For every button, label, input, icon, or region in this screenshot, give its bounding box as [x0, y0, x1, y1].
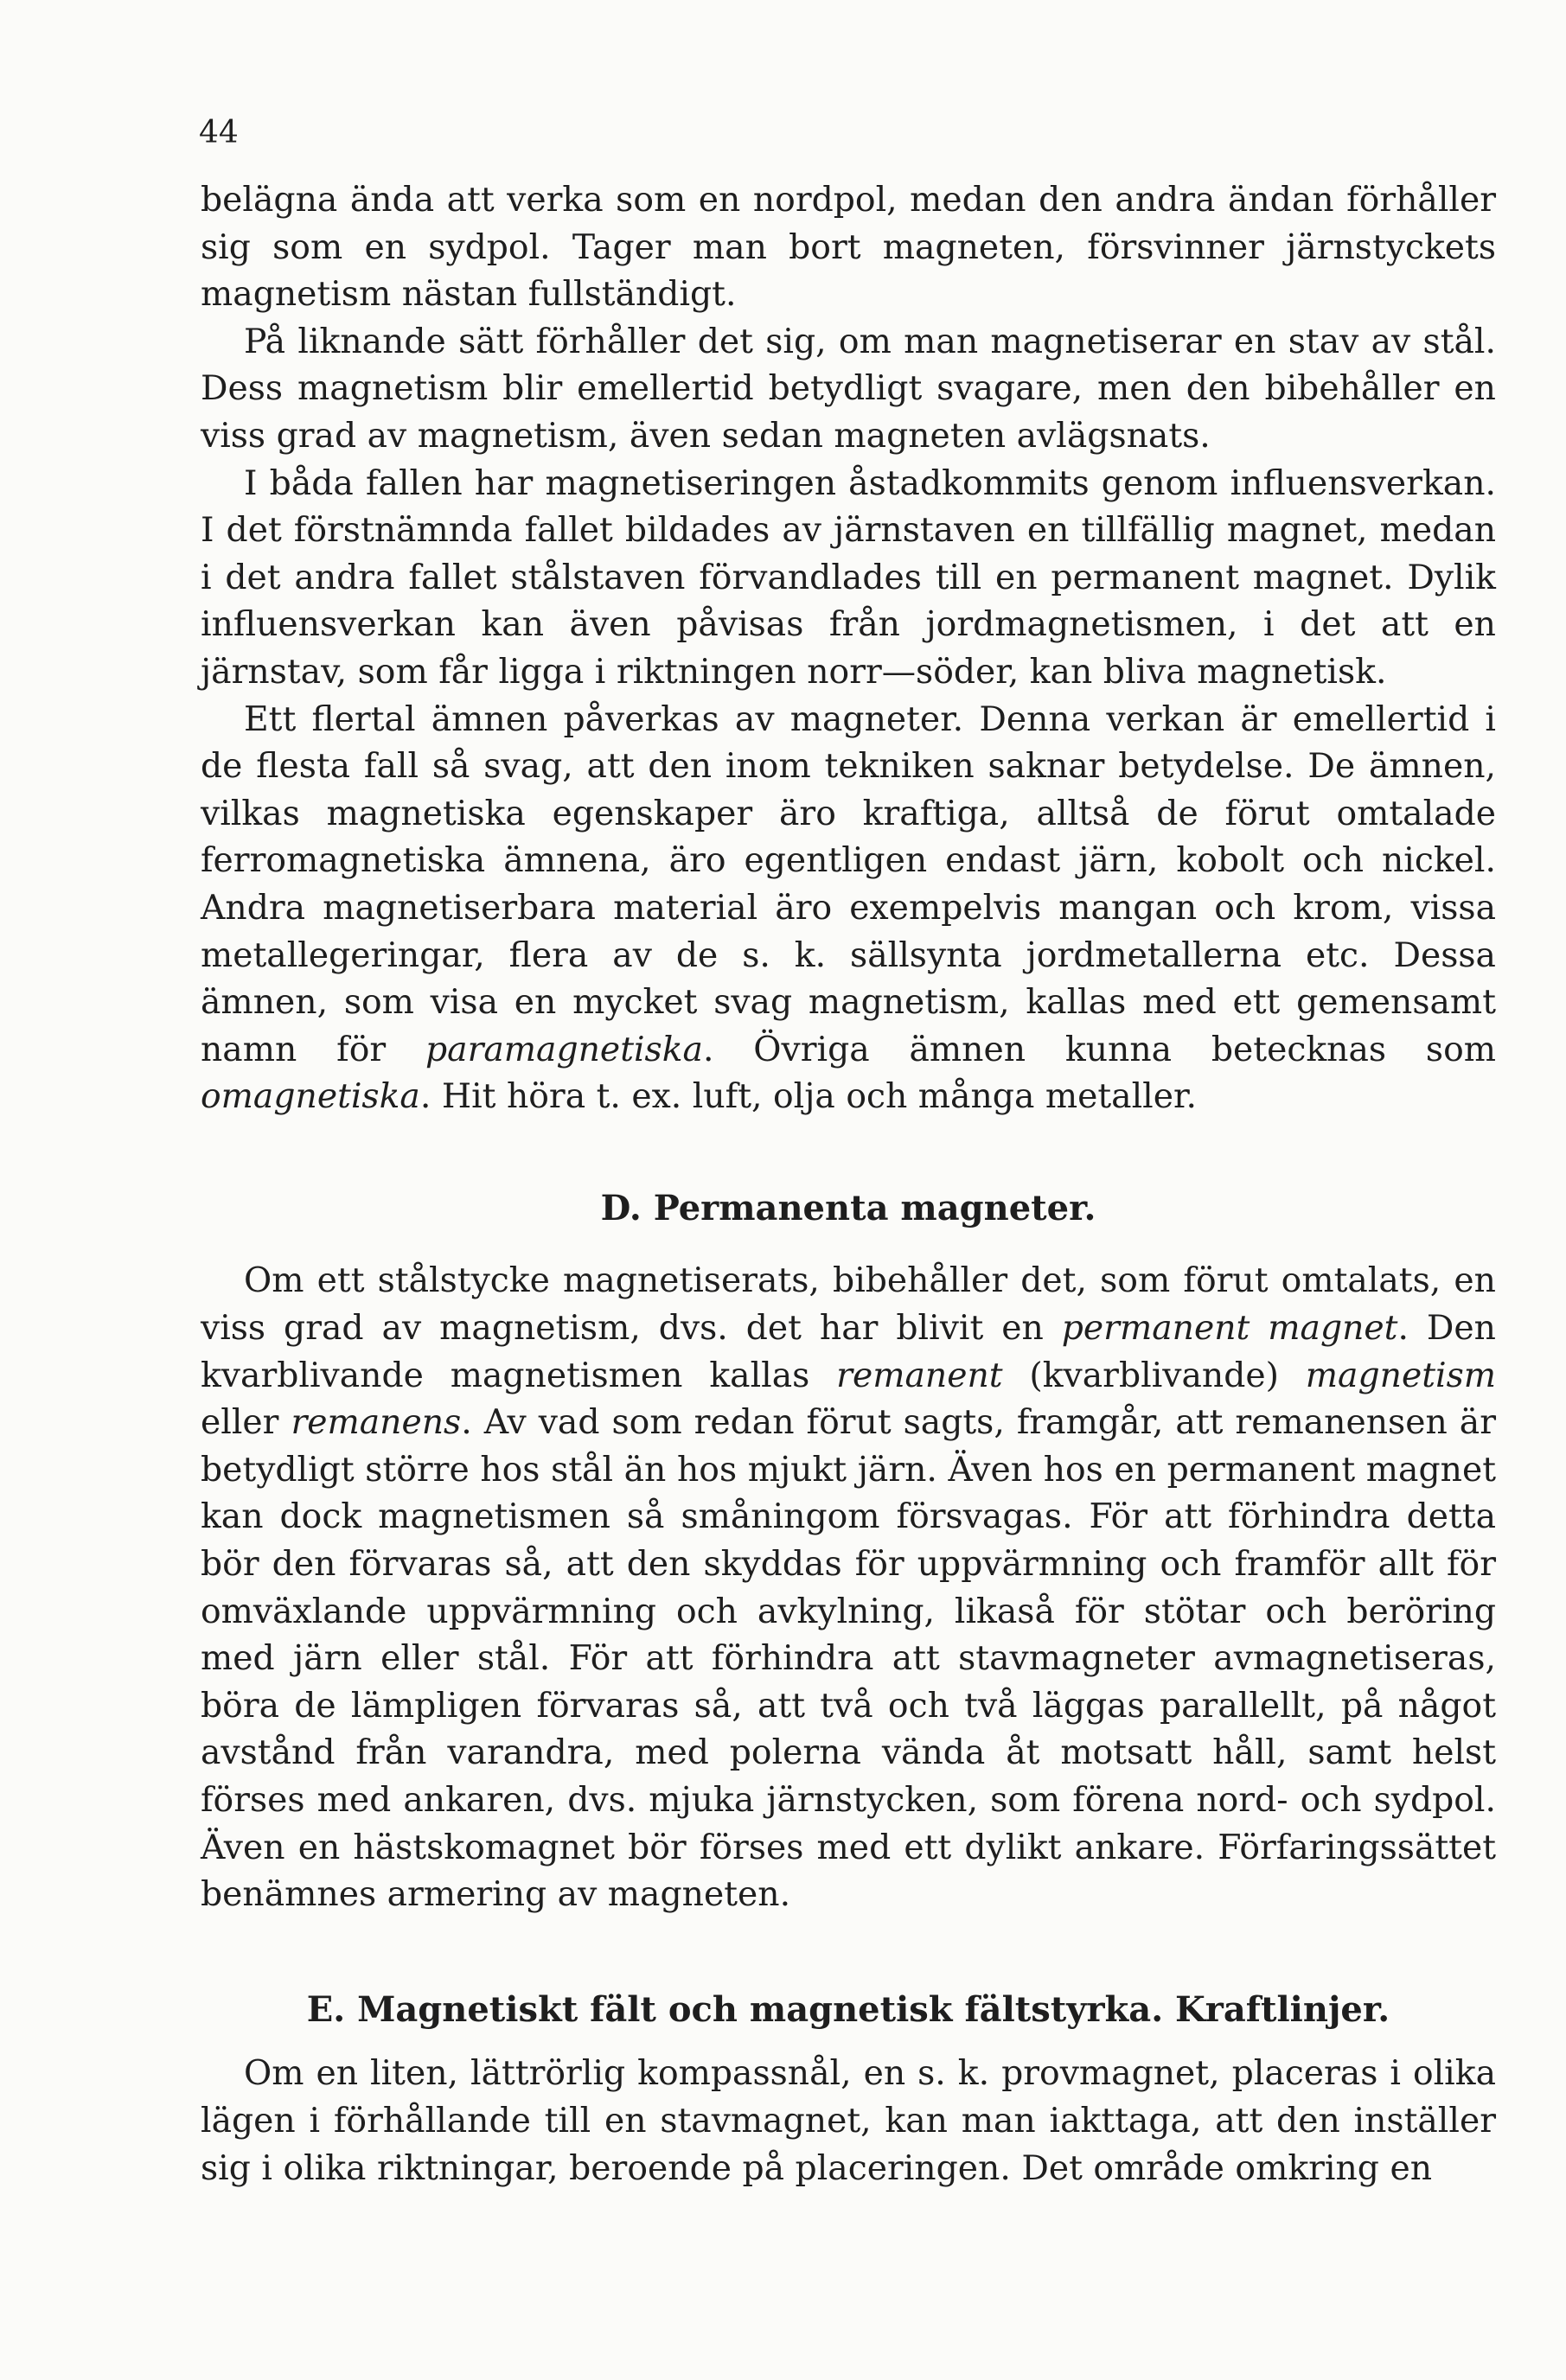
text-run: eller — [201, 1403, 291, 1443]
paragraph-ferromagnetic — [201, 697, 1496, 1121]
text-run: . Hit höra t. ex. luft, olja och många metaller. — [419, 1077, 1197, 1117]
page-number: 44 — [199, 115, 239, 150]
paragraph-magnetic-field: Om en liten, lättrörlig kompassnål, en s. k. provmagnet, placeras i olika lägen i förhållande till en stavmagnet, kan man iakttaga, att den inställer sig i olika riktningar, beroende på placeringen. Det område omkring en — [201, 2054, 1496, 2188]
text-run: Ett flertal ämnen påverkas av magneter. Denna verkan är emellertid i de flesta fall så svag, att den inom tekniken saknar betydelse. De ämnen, vilkas magnetiska egenskaper äro kraftiga, alltså de förut omtalade ferromagnetiska ämnena, äro egentligen endast järn, kobolt och nickel. Andra magnetiserbara material äro exempelvis mangan och krom, vissa metallegeringar, flera av de s. k. sällsynta jordmetallerna etc. Dessa ämnen, som visa en mycket svag magnetism, kallas med ett gemensamt namn för — [201, 699, 1496, 1069]
paragraph-continuation: belägna ända att verka som en nordpol, medan den andra ändan förhåller sig som en sydpol. Tager man bort magneten, försvinner järnstyckets magnetism nästan fullständigt. — [201, 181, 1496, 315]
italic-term-paramagnetiska: paramagnetiska — [425, 1030, 703, 1069]
text-run: . Av vad som redan förut sagts, framgår, att remanensen är betydligt större hos stål än hos mjukt järn. Även hos en permanent magnet kan dock magnetismen så småningom försvagas. För att förhindra detta bör den förvaras så, att den skyddas för uppvärmning och framför allt för omväxlande uppvärmning och avkylning, likaså för stötar och beröring med järn eller stål. För att förhindra att stavmagneter avmagnetiseras, böra de lämpligen förvaras så, att två och två läggas parallellt, på något avstånd från varandra, med polerna vända åt motsatt håll, samt helst förses med ankaren, dvs. mjuka järnstycken, som förena nord- och sydpol. Även en hästskomagnet bör förses med ett dylikt ankare. Förfaringssättet benämnes armering av magneten. — [201, 1403, 1496, 1915]
paragraph-steel-rod: På liknande sätt förhåller det sig, om man magnetiserar en stav av stål. Dess magnetism blir emellertid betydligt svagare, men den bibehåller en viss grad av magnetism, även sedan magneten avlägsnats. — [201, 322, 1496, 456]
text-run: Om ett stålstycke magnetiserats, bibehåller det, som förut omtalats, en viss grad av magnetism, dvs. det har blivit en — [201, 1261, 1496, 1349]
italic-term-remanens: remanens — [291, 1403, 462, 1443]
italic-term-remanent: remanent — [836, 1356, 1003, 1395]
text-run: (kvarblivande) — [1002, 1356, 1306, 1395]
text-run: . Den kvarblivande magnetismen kallas — [201, 1309, 1496, 1395]
section-heading-e: E. Magnetiskt fält och magnetisk fältstyrka. Kraftlinjer. — [306, 1988, 1390, 2030]
paragraph-influence: I båda fallen har magnetiseringen åstadkommits genom influensverkan. I det förstnämnda fallet bildades av järnstaven en tillfällig magnet, medan i det andra fallet stålstaven förvandlades till en permanent magnet. Dylik influensverkan kan även påvisas från jordmagnetismen, i det att en järnstav, som får ligga i riktningen norr—söder, kan bliva magnetisk. — [201, 463, 1496, 692]
italic-term-permanent-magnet: permanent magnet — [1061, 1309, 1398, 1349]
paragraph-permanent-magnet — [201, 1258, 1496, 1918]
section-heading-d: D. Permanenta magneter. — [600, 1187, 1096, 1228]
text-run: . Övriga ämnen kunna betecknas som — [702, 1030, 1497, 1069]
italic-term-magnetism: magnetism — [1305, 1356, 1496, 1395]
italic-term-omagnetiska: omagnetiska — [201, 1077, 420, 1117]
body-text — [201, 177, 1496, 2192]
